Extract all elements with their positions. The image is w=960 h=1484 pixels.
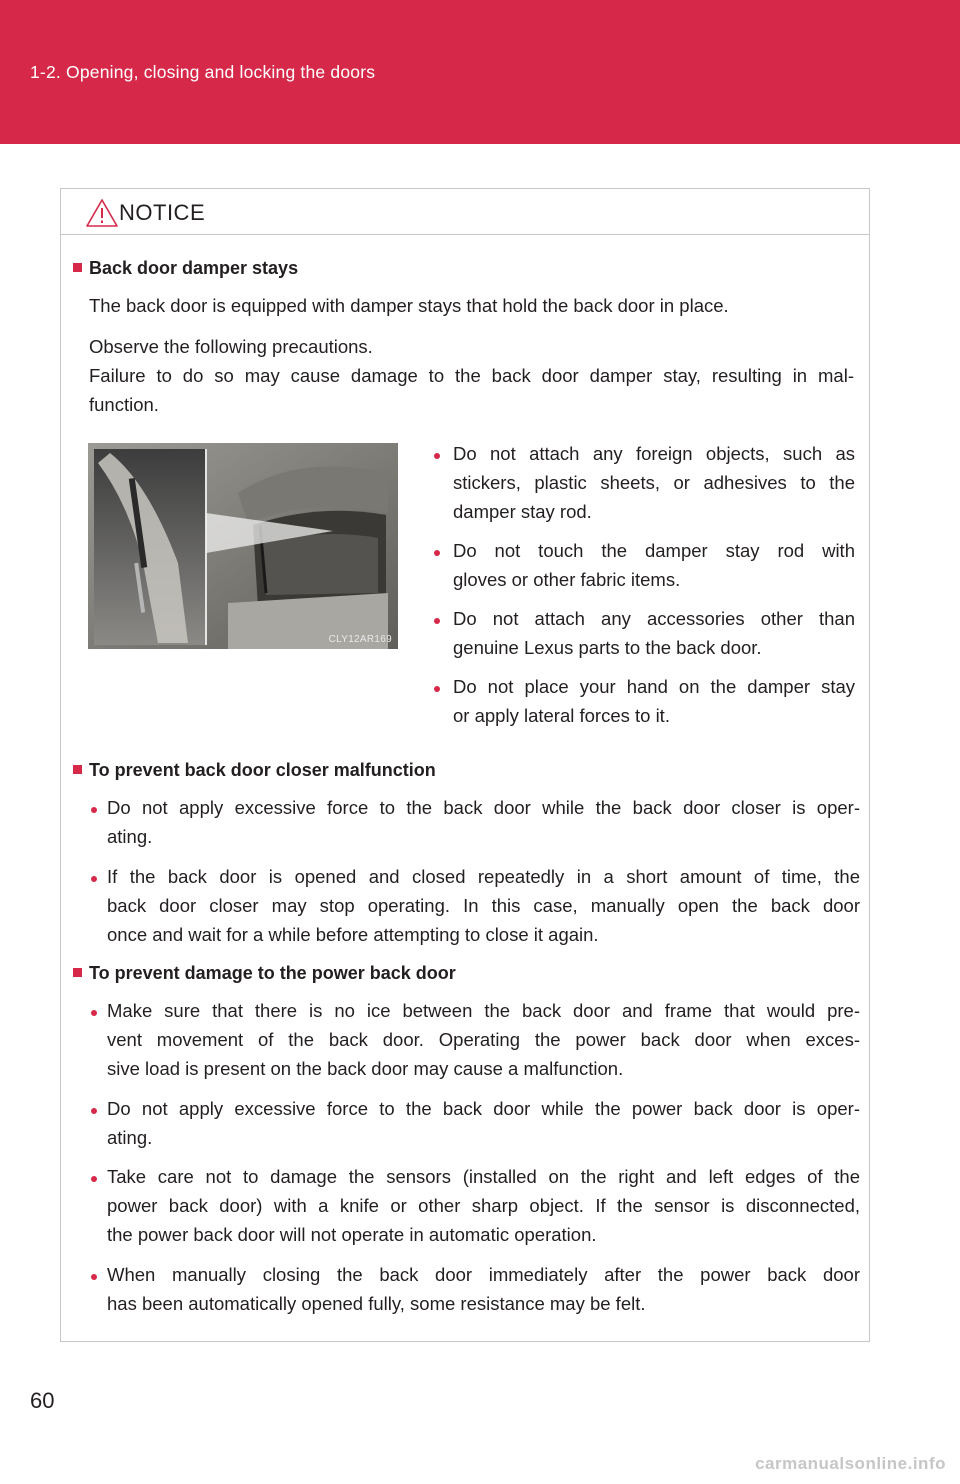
back-door-illustration bbox=[88, 443, 398, 649]
watermark: carmanualsonline.info bbox=[755, 1454, 946, 1473]
power-bullet-3-line3: the power back door will not operate in automatic operation. bbox=[107, 1224, 597, 1245]
closer-heading: To prevent back door closer malfunction bbox=[89, 760, 436, 780]
warning-triangle-icon bbox=[85, 198, 119, 228]
notice-header bbox=[61, 189, 869, 235]
bullet-marker bbox=[91, 807, 97, 813]
power-bullet-1-line3: sive load is present on the back door may cause a malfunction. bbox=[107, 1058, 624, 1079]
power-bullet-4-line1: When manually closing the back door immediately after the power back door bbox=[107, 1264, 860, 1285]
power-bullet-2-line1: Do not apply excessive force to the back door while the power back door is oper- bbox=[107, 1098, 860, 1119]
bullet-marker bbox=[91, 876, 97, 882]
bullet-marker bbox=[434, 686, 440, 692]
damper-para2-line2: Failure to do so may cause damage to the back door damper stay, resulting in mal- bbox=[89, 365, 854, 386]
image-code: CLY12AR169 bbox=[328, 634, 392, 645]
bullet-marker bbox=[434, 618, 440, 624]
power-bullet-3-line1: Take care not to damage the sensors (installed on the right and left edges of the bbox=[107, 1166, 860, 1187]
bullet-marker bbox=[91, 1108, 97, 1114]
section-marker bbox=[73, 263, 82, 272]
bullet-marker bbox=[434, 550, 440, 556]
section-marker bbox=[73, 968, 82, 977]
power-bullet-4-line2: has been automatically opened fully, some resistance may be felt. bbox=[107, 1293, 646, 1314]
power-bullet-2-line2: ating. bbox=[107, 1127, 153, 1148]
closer-bullet-2-line3: once and wait for a while before attempting to close it again. bbox=[107, 924, 599, 945]
power-bullet-1-line2: vent movement of the back door. Operating the power back door when exces- bbox=[107, 1029, 860, 1050]
damper-heading: Back door damper stays bbox=[89, 258, 299, 278]
closer-bullet-2-line1: If the back door is opened and closed repeatedly in a short amount of time, the bbox=[107, 866, 860, 887]
bullet-marker bbox=[91, 1010, 97, 1016]
damper-bullet-2-line2: gloves or other fabric items. bbox=[453, 569, 681, 590]
section-marker bbox=[73, 765, 82, 774]
bullet-marker bbox=[91, 1274, 97, 1280]
damper-bullet-1-line1: Do not attach any foreign objects, such as bbox=[453, 443, 855, 464]
damper-para2-line3: function. bbox=[89, 394, 159, 415]
damper-bullet-4-line1: Do not place your hand on the damper stay bbox=[453, 676, 855, 697]
power-bullet-1-line1: Make sure that there is no ice between the back door and frame that would pre- bbox=[107, 1000, 860, 1021]
damper-bullet-3-line1: Do not attach any accessories other than bbox=[453, 608, 855, 629]
damper-bullet-1-line3: damper stay rod. bbox=[453, 501, 592, 522]
bullet-marker bbox=[434, 453, 440, 459]
damper-bullet-3-line2: genuine Lexus parts to the back door. bbox=[453, 637, 762, 658]
damper-bullet-2-line1: Do not touch the damper stay rod with bbox=[453, 540, 855, 561]
closer-bullet-2-line2: back door closer may stop operating. In this case, manually open the back door bbox=[107, 895, 860, 916]
damper-para1: The back door is equipped with damper stays that hold the back door in place. bbox=[89, 295, 729, 316]
damper-para2-line1: Observe the following precautions. bbox=[89, 336, 373, 357]
page-number: 60 bbox=[30, 1388, 55, 1413]
closer-bullet-1-line1: Do not apply excessive force to the back door while the back door closer is oper- bbox=[107, 797, 860, 818]
section-title: 1-2. Opening, closing and locking the doors bbox=[30, 62, 376, 82]
bullet-marker bbox=[91, 1176, 97, 1182]
back-door-damper-photo bbox=[88, 443, 398, 649]
notice-title: NOTICE bbox=[119, 200, 206, 225]
damper-bullet-4-line2: or apply lateral forces to it. bbox=[453, 705, 670, 726]
power-heading: To prevent damage to the power back door bbox=[89, 963, 456, 983]
power-bullet-3-line2: power back door) with a knife or other sharp object. If the sensor is disconnected, bbox=[107, 1195, 860, 1216]
damper-bullet-1-line2: stickers, plastic sheets, or adhesives to the bbox=[453, 472, 855, 493]
chapter-header-bar bbox=[0, 0, 960, 144]
closer-bullet-1-line2: ating. bbox=[107, 826, 153, 847]
